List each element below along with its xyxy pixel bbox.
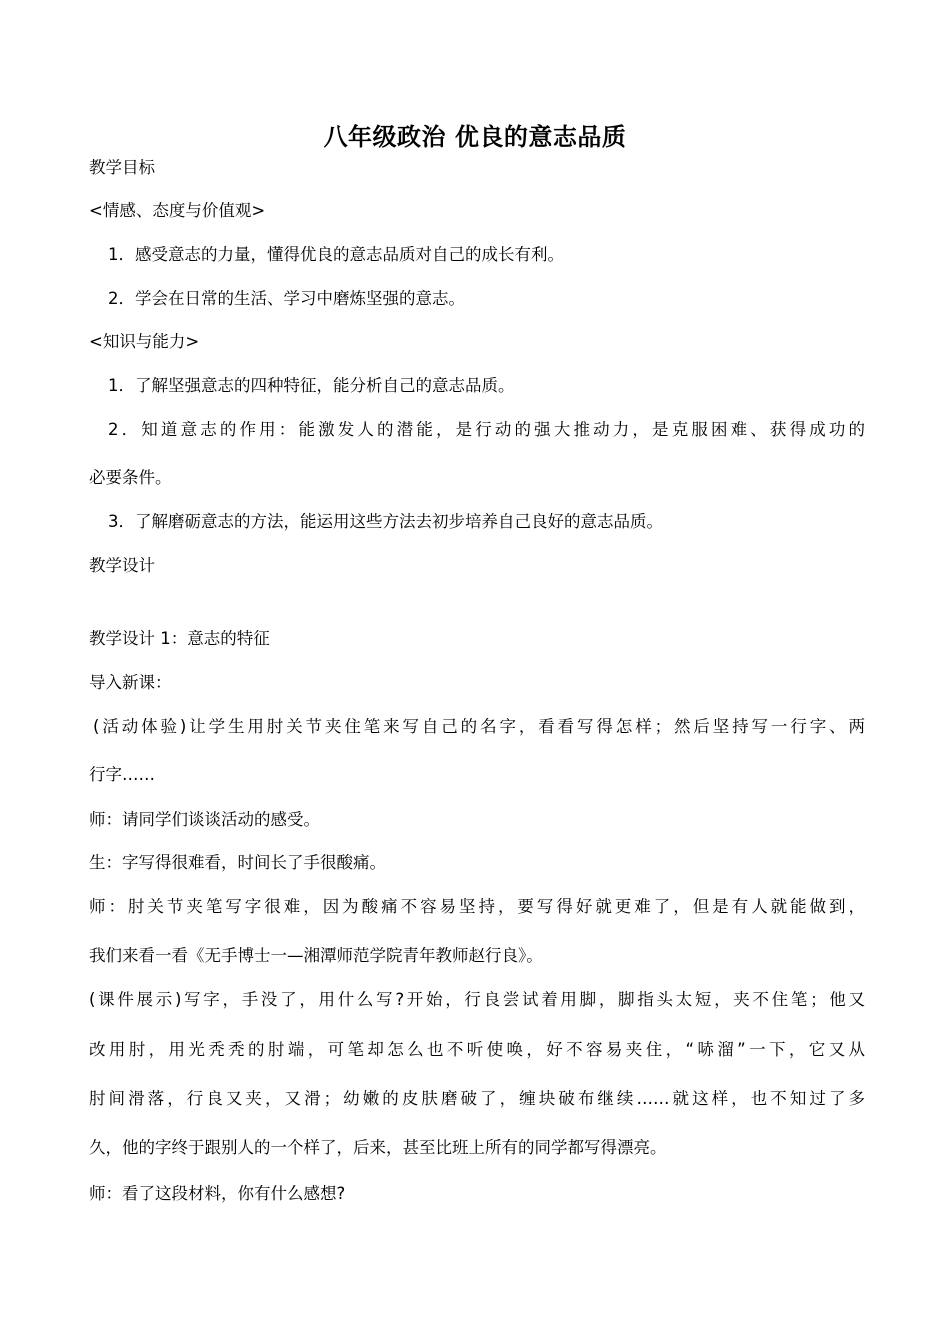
paragraph-line: (课件展示)写字，手没了，用什么写?开始，行良尝试着用脚，脚指头太短，夹不住笔；他又 bbox=[89, 990, 865, 1009]
subheading-emotion-attitude-values: <情感、态度与价值观> bbox=[89, 201, 266, 220]
paragraph-line: 2．学会在日常的生活、学习中磨炼坚强的意志。 bbox=[108, 289, 465, 308]
paragraph-line: (活动体验)让学生用肘关节夹住笔来写自己的名字，看看写得怎样；然后坚持写一行字、两 bbox=[93, 717, 865, 736]
paragraph-line: 我们来看一看《无手博士一—湘潭师范学院青年教师赵行良》。 bbox=[89, 946, 543, 965]
heading-teaching-design: 教学设计 bbox=[89, 556, 155, 575]
paragraph-line: 肘间滑落，行良又夹，又滑；幼嫩的皮肤磨破了，缠块破布继续……就这样，也不知过了多 bbox=[89, 1089, 865, 1108]
paragraph-line: 久，他的字终于跟别人的一个样了，后来，甚至比班上所有的同学都写得漂亮。 bbox=[89, 1138, 667, 1157]
paragraph-line: 师：请同学们谈谈活动的感受。 bbox=[89, 810, 320, 829]
document-title: 八年级政治 优良的意志品质 bbox=[323, 123, 627, 151]
paragraph-line: 必要条件。 bbox=[89, 468, 172, 487]
paragraph-line: 行字…… bbox=[89, 765, 155, 784]
heading-teaching-goals: 教学目标 bbox=[89, 158, 155, 177]
paragraph-line: 2．知道意志的作用：能激发人的潜能，是行动的强大推动力，是克服困难、获得成功的 bbox=[108, 420, 865, 439]
heading-design-1: 教学设计 1：意志的特征 bbox=[89, 629, 270, 648]
paragraph-line: 改用肘，用光秃秃的肘端，可笔却怎么也不听使唤，好不容易夹住，“哧溜”一下，它又从 bbox=[89, 1040, 865, 1059]
paragraph-line: 3．了解磨砺意志的方法，能运用这些方法去初步培养自己良好的意志品质。 bbox=[108, 512, 663, 531]
paragraph-line: 师：肘关节夹笔写字很难，因为酸痛不容易坚持，要写得好就更难了，但是有人就能做到， bbox=[89, 897, 865, 916]
paragraph-line: 1．感受意志的力量，懂得优良的意志品质对自己的成长有利。 bbox=[108, 245, 564, 264]
paragraph-line: 师：看了这段材料，你有什么感想? bbox=[89, 1184, 346, 1203]
paragraph-line: 生：字写得很难看，时间长了手很酸痛。 bbox=[89, 853, 386, 872]
paragraph-line: 1．了解坚强意志的四种特征，能分析自己的意志品质。 bbox=[108, 376, 515, 395]
subheading-knowledge-ability: <知识与能力> bbox=[89, 332, 200, 351]
paragraph-line: 导入新课： bbox=[89, 673, 172, 692]
